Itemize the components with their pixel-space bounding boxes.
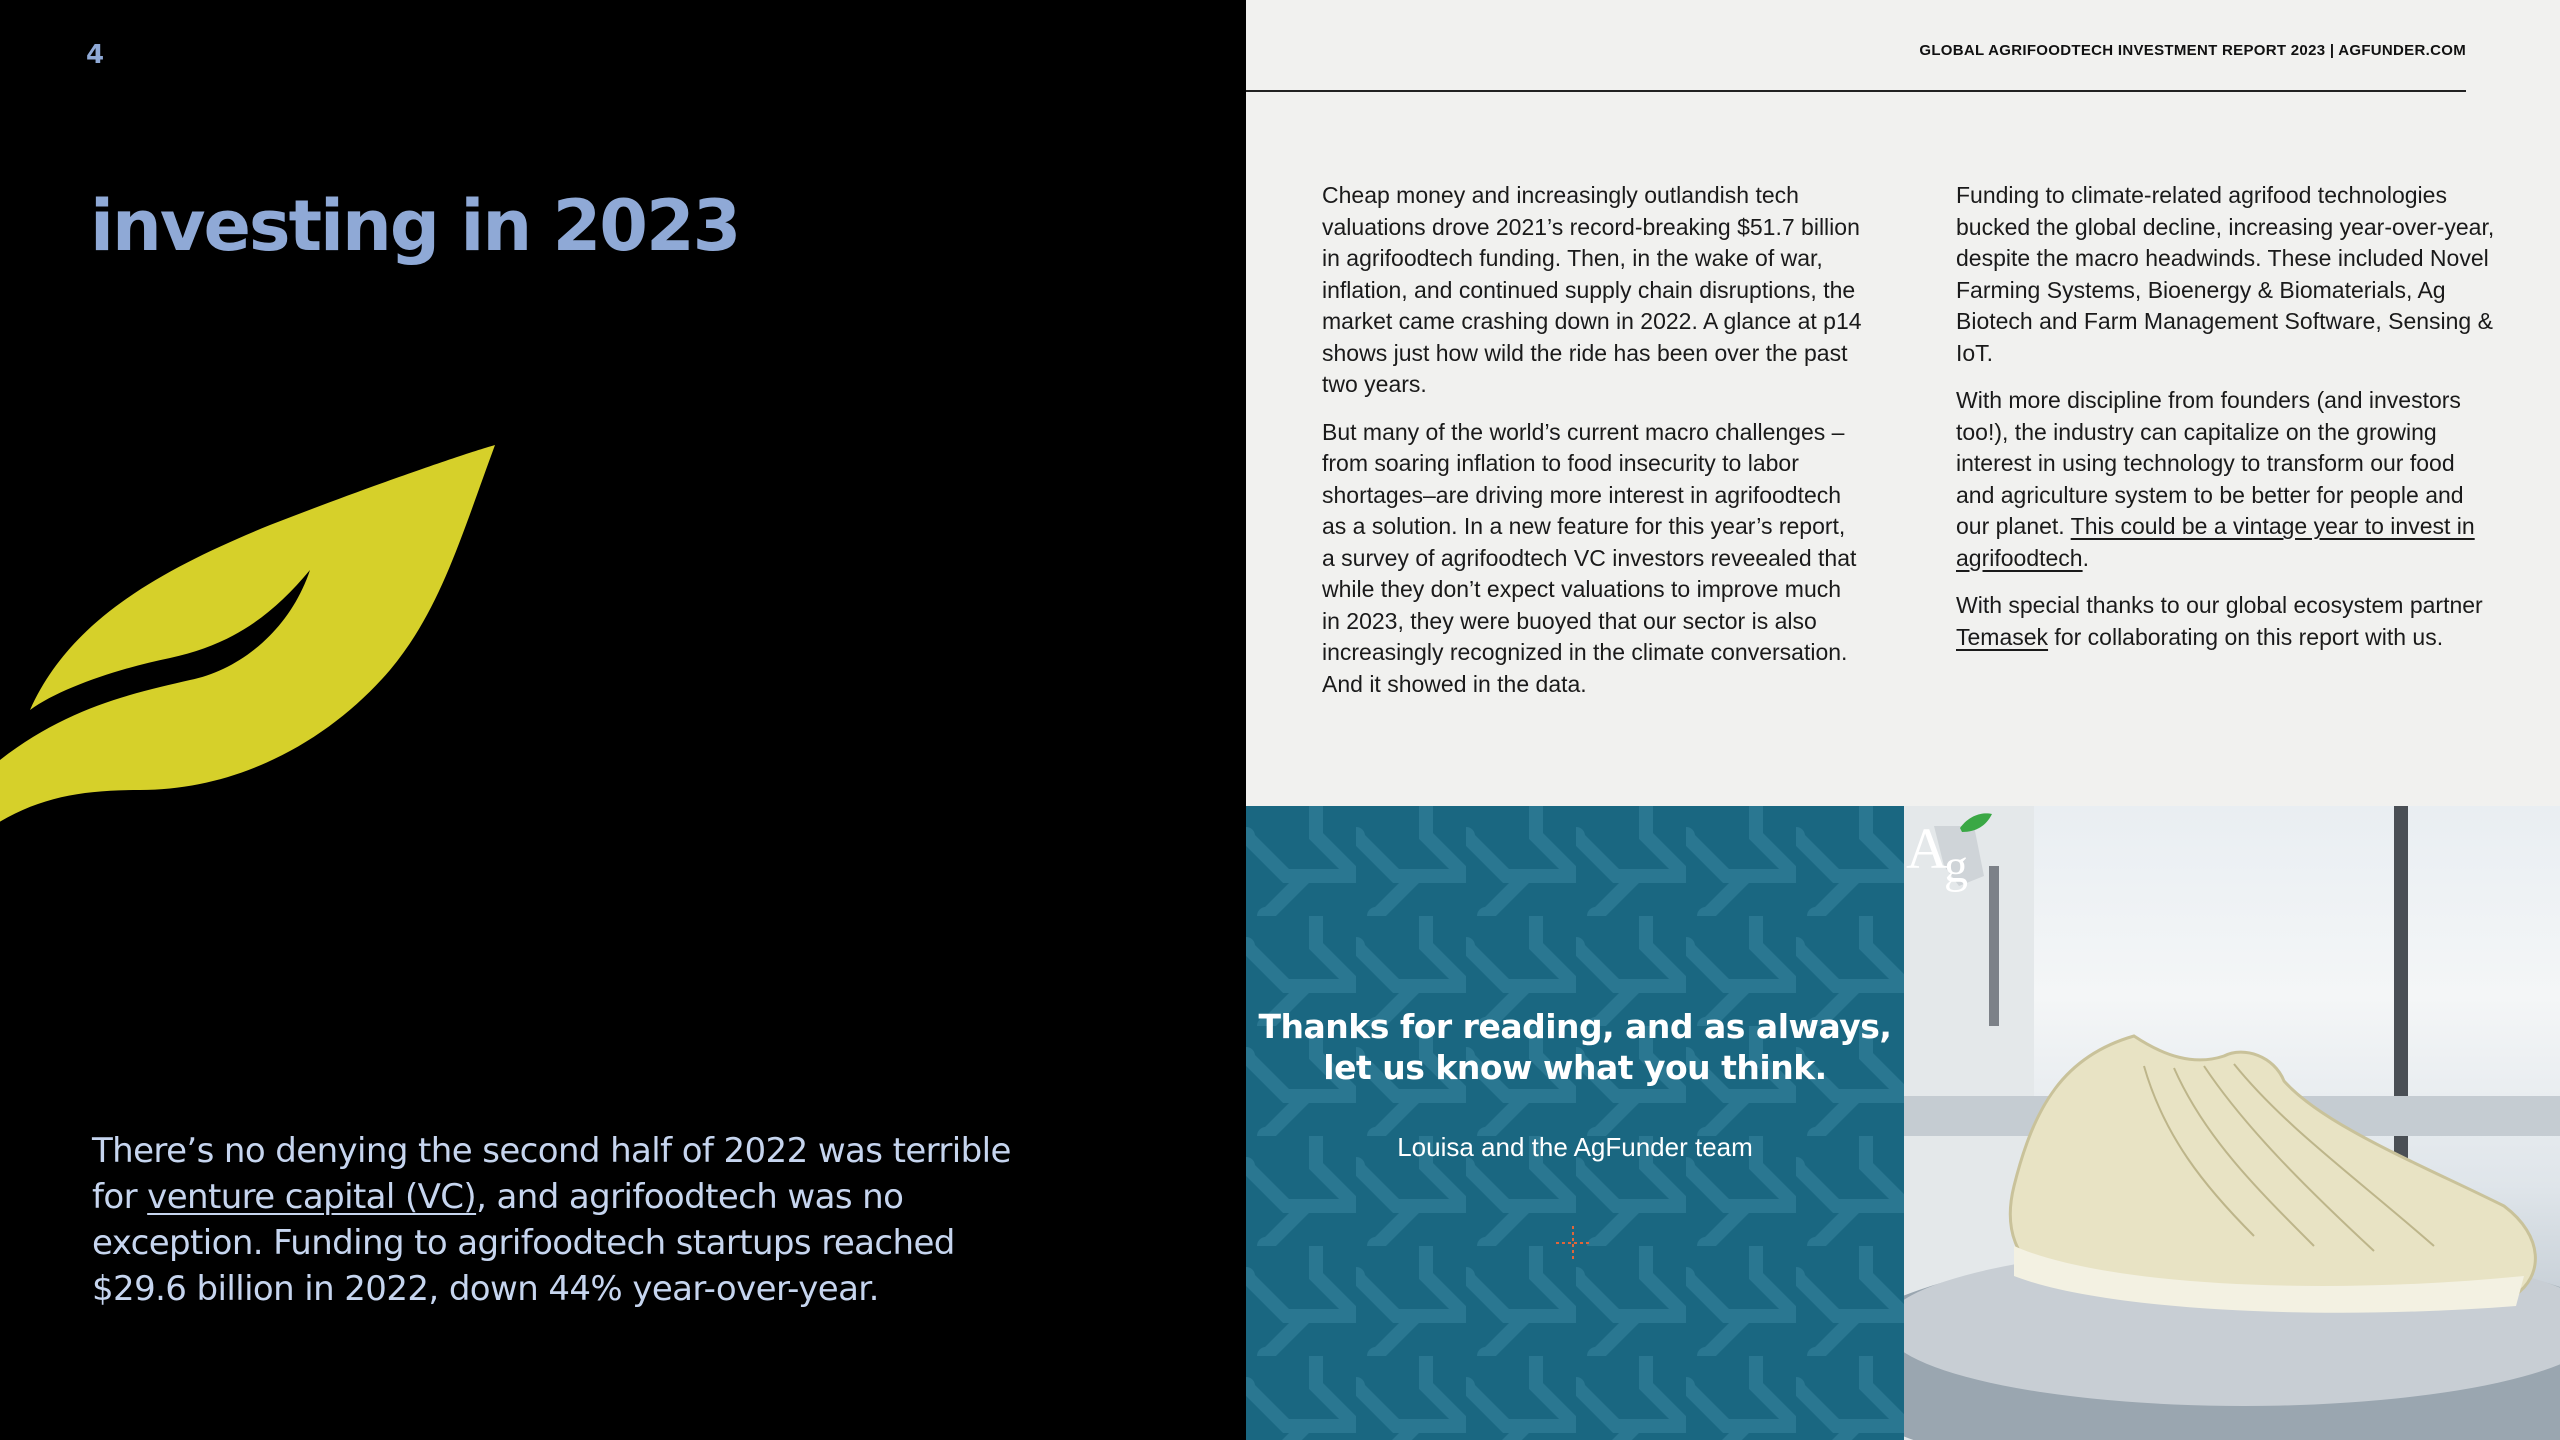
paragraph-text: With special thanks to our global ecosystem partner [1956,592,2483,618]
agfunder-logo [1904,806,1994,896]
paragraph: Cheap money and increasingly outlandish tech valuations drove 2021’s record-breaking $51.7 billion in agrifoodtech funding. Then, in the wake of war, inflation, and continued supply chain disruptions, the market came crashing down in 2022. A glance at p14 shows just how wild the ride has been over the past two years. [1322,182,1862,397]
svg-text:g: g [1944,840,1968,893]
paragraph [1956,385,2496,574]
sneaker-photo [1904,806,2560,1440]
intro-text-start: There’s no denying the second half of 2022 was terrible for [92,1131,1011,1217]
svg-text:A: A [1906,816,1948,881]
leaf-icon [0,430,510,850]
paragraph: Funding to climate-related agrifood technologies bucked the global decline, increasing year-over-year, despite the macro headwinds. These included Novel Farming Systems, Bioenergy & Biomaterials, Ag Biotech and Farm Management Software, Sensing & IoT. [1956,182,2495,366]
paragraph: But many of the world’s current macro challenges –from soaring inflation to food insecurity to labor shortages–are driving more interest in agrifoodtech as a solution. In a new feature for this year’s report, a survey of agrifoodtech VC investors reveealed that while they don’t expect valuations to improve much in 2023, they were buoyed that our sector is also increasingly recognized in the climate conversation. And it showed in the data. [1322,418,1857,697]
paragraph [1956,590,2496,653]
page-title: investing in 2023 [90,185,740,267]
paragraph-text: for collaborating on this report with us. [2048,623,2444,650]
vc-link[interactable]: venture capital (VC) [147,1177,477,1217]
header-divider [1246,90,2466,92]
photo-illustration [1904,806,2560,1440]
temasek-link[interactable]: Temasek [1956,623,2049,650]
paragraph-text: With more discipline from founders (and investors too!), the industry can capitalize on the growing interest in using technology to transform our food and agriculture system to be better for people and our planet. [1956,387,2464,539]
left-panel [0,0,1246,1440]
crosshair-icon [1556,1226,1590,1260]
intro-text-end: , and agrifoodtech was no exception. Funding to agrifoodtech startups reached $29.6 billion in 2022, down 44% year-over-year. [92,1177,955,1309]
thanks-message: Thanks for reading, and as always, let us know what you think. [1258,1007,1892,1087]
closing-box [1246,806,1904,1440]
page-number: 4 [86,40,105,70]
intro-paragraph [92,1128,1052,1312]
text-column-2 [1956,180,2496,669]
circuit-pattern [1246,806,1904,1440]
vintage-year-link[interactable]: This could be a vintage year to invest in agrifoodtech [1956,513,2475,571]
signature: Louisa and the AgFunder team [1397,1132,1753,1162]
article-panel [1246,0,2560,806]
paragraph-text: . [2082,544,2089,571]
text-column-1 [1322,180,1862,716]
report-header: GLOBAL AGRIFOODTECH INVESTMENT REPORT 2023 | AGFUNDER.COM [1919,42,2466,59]
